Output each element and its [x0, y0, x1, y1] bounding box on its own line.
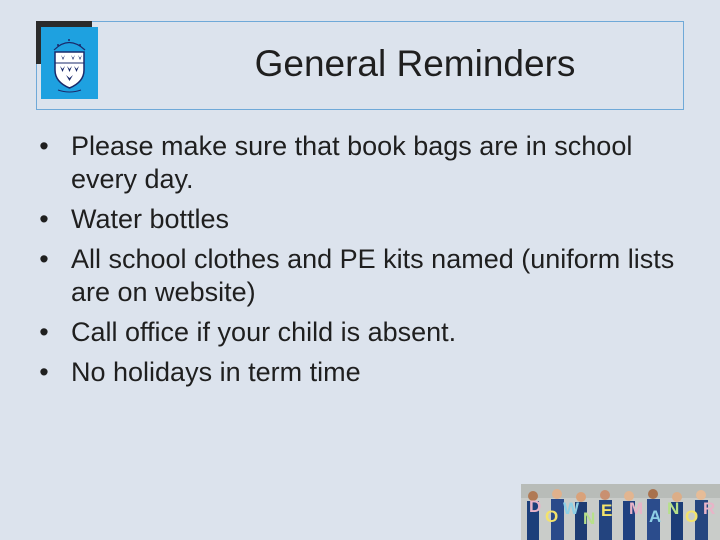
reminder-text: All school clothes and PE kits named (uniform lists are on website) [71, 244, 675, 307]
svg-text:E: E [601, 501, 613, 520]
reminder-text: Water bottles [71, 204, 230, 234]
bullet-marker: • [39, 204, 49, 234]
svg-text:N: N [583, 509, 596, 528]
reminder-item [34, 316, 684, 349]
bullet-marker: • [39, 357, 49, 387]
school-crest-icon [44, 30, 95, 96]
reminder-list [34, 130, 684, 396]
bullet-marker: • [39, 131, 49, 161]
bullet-marker: • [39, 317, 49, 347]
svg-text:O: O [685, 507, 699, 526]
svg-text:W: W [563, 499, 580, 518]
svg-text:O: O [545, 507, 559, 526]
children-photo [521, 484, 720, 540]
reminder-item [34, 130, 684, 196]
reminder-item [34, 203, 684, 236]
reminder-text: Please make sure that book bags are in school every day. [71, 131, 633, 194]
bullet-marker: • [39, 244, 49, 274]
reminder-item [34, 243, 684, 309]
svg-text:M: M [629, 499, 644, 518]
reminder-item [34, 356, 684, 389]
title-box [36, 21, 684, 110]
svg-text:A: A [649, 507, 662, 526]
svg-text:D: D [529, 497, 542, 516]
reminder-text: Call office if your child is absent. [71, 317, 457, 347]
svg-text:R: R [703, 499, 716, 518]
reminder-text: No holidays in term time [71, 357, 361, 387]
children-photo-icon [521, 484, 720, 540]
slide-title: General Reminders [254, 43, 576, 84]
svg-text:N: N [667, 499, 680, 518]
